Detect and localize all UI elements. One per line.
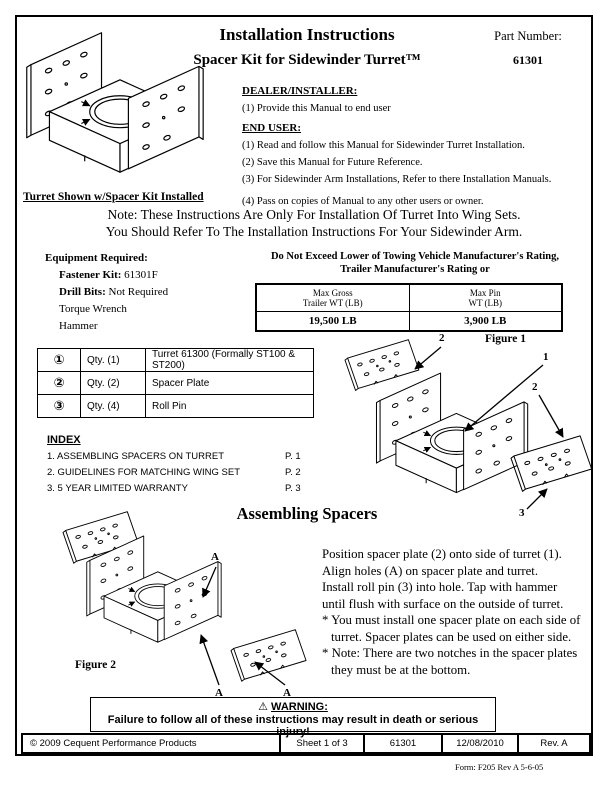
part-desc: Roll Pin xyxy=(146,395,314,418)
index-heading: INDEX xyxy=(47,434,81,446)
note-line1: Note: These Instructions Are Only For Installation Of Turret Into Wing Sets. xyxy=(107,207,521,222)
index-row: 3. 5 YEAR LIMITED WARRANTY P. 3 xyxy=(47,483,301,494)
page-title: Installation Instructions xyxy=(219,25,395,44)
footer-rev: Rev. A xyxy=(540,738,568,749)
body-line: Install roll pin (3) into hole. Tap with hammer xyxy=(322,580,558,594)
form-note: Form: F205 Rev A 5-6-05 xyxy=(455,762,544,772)
body-line: they must be at the bottom. xyxy=(331,662,471,677)
part-number-circle: ① xyxy=(38,349,81,372)
rating-title-line2: Trailer Manufacturer's Rating or xyxy=(340,264,490,275)
footer-table xyxy=(21,733,591,754)
warning-text: Failure to follow all of these instructions may result in death or serious injury! xyxy=(107,714,479,738)
part-number-label: Part Number: xyxy=(494,29,562,43)
callout-a: A xyxy=(215,687,223,699)
page-subtitle: Spacer Kit for Sidewinder Turret™ xyxy=(193,52,421,68)
body-line: * You must install one spacer plate on each side of xyxy=(322,613,581,627)
end-user-item: (4) Pass on copies of Manual to any other users or owner. xyxy=(242,196,484,207)
rating-table xyxy=(255,283,563,332)
rating-col2-header: Max Pin WT (LB) xyxy=(409,284,562,312)
body-line: * Note: There are two notches in the spacer plates xyxy=(322,646,578,660)
drill-value: Not Required xyxy=(105,286,169,298)
end-user-item: (1) Read and follow this Manual for Sidewinder Turret Installation. xyxy=(242,140,525,151)
rating-col1-value: 19,500 LB xyxy=(256,312,409,332)
assembly-instructions xyxy=(322,546,597,678)
part-number-circle: ② xyxy=(38,372,81,395)
body-line: Align holes (A) on spacer plate and turret. xyxy=(322,563,539,578)
part-number-value: 61301 xyxy=(513,53,543,67)
drill-label: Drill Bits: xyxy=(59,286,106,298)
body-line: until flush with surface on the outside of turret. xyxy=(322,596,564,611)
figure-2-label: Figure 2 xyxy=(75,659,116,671)
table-row xyxy=(38,372,314,395)
dealer-heading: DEALER/INSTALLER: xyxy=(242,85,358,97)
end-user-heading: END USER: xyxy=(242,122,301,134)
equipment-fastener xyxy=(59,269,168,281)
index-page: P. 3 xyxy=(285,483,301,494)
callout-a: A xyxy=(283,687,291,699)
body-line: Position spacer plate (2) onto side of turret (1). xyxy=(322,547,562,561)
index-row: 2. GUIDELINES FOR MATCHING WING SET P. 2 xyxy=(47,467,301,478)
part-qty: Qty. (1) xyxy=(81,349,146,372)
part-desc: Turret 61300 (Formally ST100 & ST200) xyxy=(146,349,314,372)
rating-title xyxy=(245,250,585,276)
footer-part: 61301 xyxy=(365,735,443,752)
part-qty: Qty. (2) xyxy=(81,372,146,395)
parts-table xyxy=(37,348,314,418)
figure-1-label: Figure 1 xyxy=(485,333,526,345)
table-row xyxy=(38,349,314,372)
fastener-value: 61301F xyxy=(121,269,158,281)
end-user-item: (3) For Sidewinder Arm Installations, Refer to there Installation Manuals. xyxy=(242,174,552,185)
rating-col2-value: 3,900 LB xyxy=(409,312,562,332)
turret-caption: Turret Shown w/Spacer Kit Installed xyxy=(23,191,204,203)
index-row: 1. ASSEMBLING SPACERS ON TURRET P. 1 xyxy=(47,451,301,462)
footer-copyright: © 2009 Cequent Performance Products xyxy=(23,735,281,752)
footer-sheet: Sheet 1 of 3 xyxy=(281,735,365,752)
part-number-circle: ③ xyxy=(38,395,81,418)
warning-box xyxy=(90,697,496,738)
callout-2: 2 xyxy=(439,332,445,344)
warning-title-line xyxy=(91,700,495,713)
note-block xyxy=(69,206,559,240)
rating-col1-header: Max Gross Trailer WT (LB) xyxy=(256,284,409,312)
note-line2: You Should Refer To The Installation Instructions For Your Sidewinder Arm. xyxy=(105,224,523,239)
footer-date: 12/08/2010 xyxy=(443,735,519,752)
dealer-item: (1) Provide this Manual to end user xyxy=(242,103,391,114)
warning-icon: ⚠ xyxy=(258,701,268,713)
table-row xyxy=(38,395,314,418)
turret-installed-illustration xyxy=(19,21,221,189)
callout-1: 1 xyxy=(543,351,549,363)
figure-2-illustration xyxy=(23,497,323,707)
equipment-item: Hammer xyxy=(59,320,98,332)
end-user-item: (2) Save this Manual for Future Reference. xyxy=(242,157,423,168)
part-qty: Qty. (4) xyxy=(81,395,146,418)
part-number-block xyxy=(469,29,587,68)
fastener-label: Fastener Kit: xyxy=(59,269,122,281)
part-desc: Spacer Plate xyxy=(146,372,314,395)
callout-3: 3 xyxy=(519,507,525,519)
body-line: turret. Spacer plates can be used on either side. xyxy=(331,629,572,644)
index-block xyxy=(47,434,327,494)
instructions-block xyxy=(242,85,572,207)
equipment-block xyxy=(45,252,168,337)
index-page: P. 2 xyxy=(285,467,301,478)
index-page: P. 1 xyxy=(285,451,301,462)
equipment-heading: Equipment Required: xyxy=(45,252,148,264)
figure-2 xyxy=(23,497,323,707)
warning-title: WARNING: xyxy=(271,701,328,713)
rating-title-line1: Do Not Exceed Lower of Towing Vehicle Manufacturer's Rating, xyxy=(270,251,560,262)
callout-a: A xyxy=(211,551,219,563)
equipment-item: Torque Wrench xyxy=(59,303,127,315)
page-border xyxy=(15,15,593,756)
equipment-drill xyxy=(59,286,168,298)
section-heading: Assembling Spacers xyxy=(236,504,378,523)
callout-2: 2 xyxy=(532,381,538,393)
